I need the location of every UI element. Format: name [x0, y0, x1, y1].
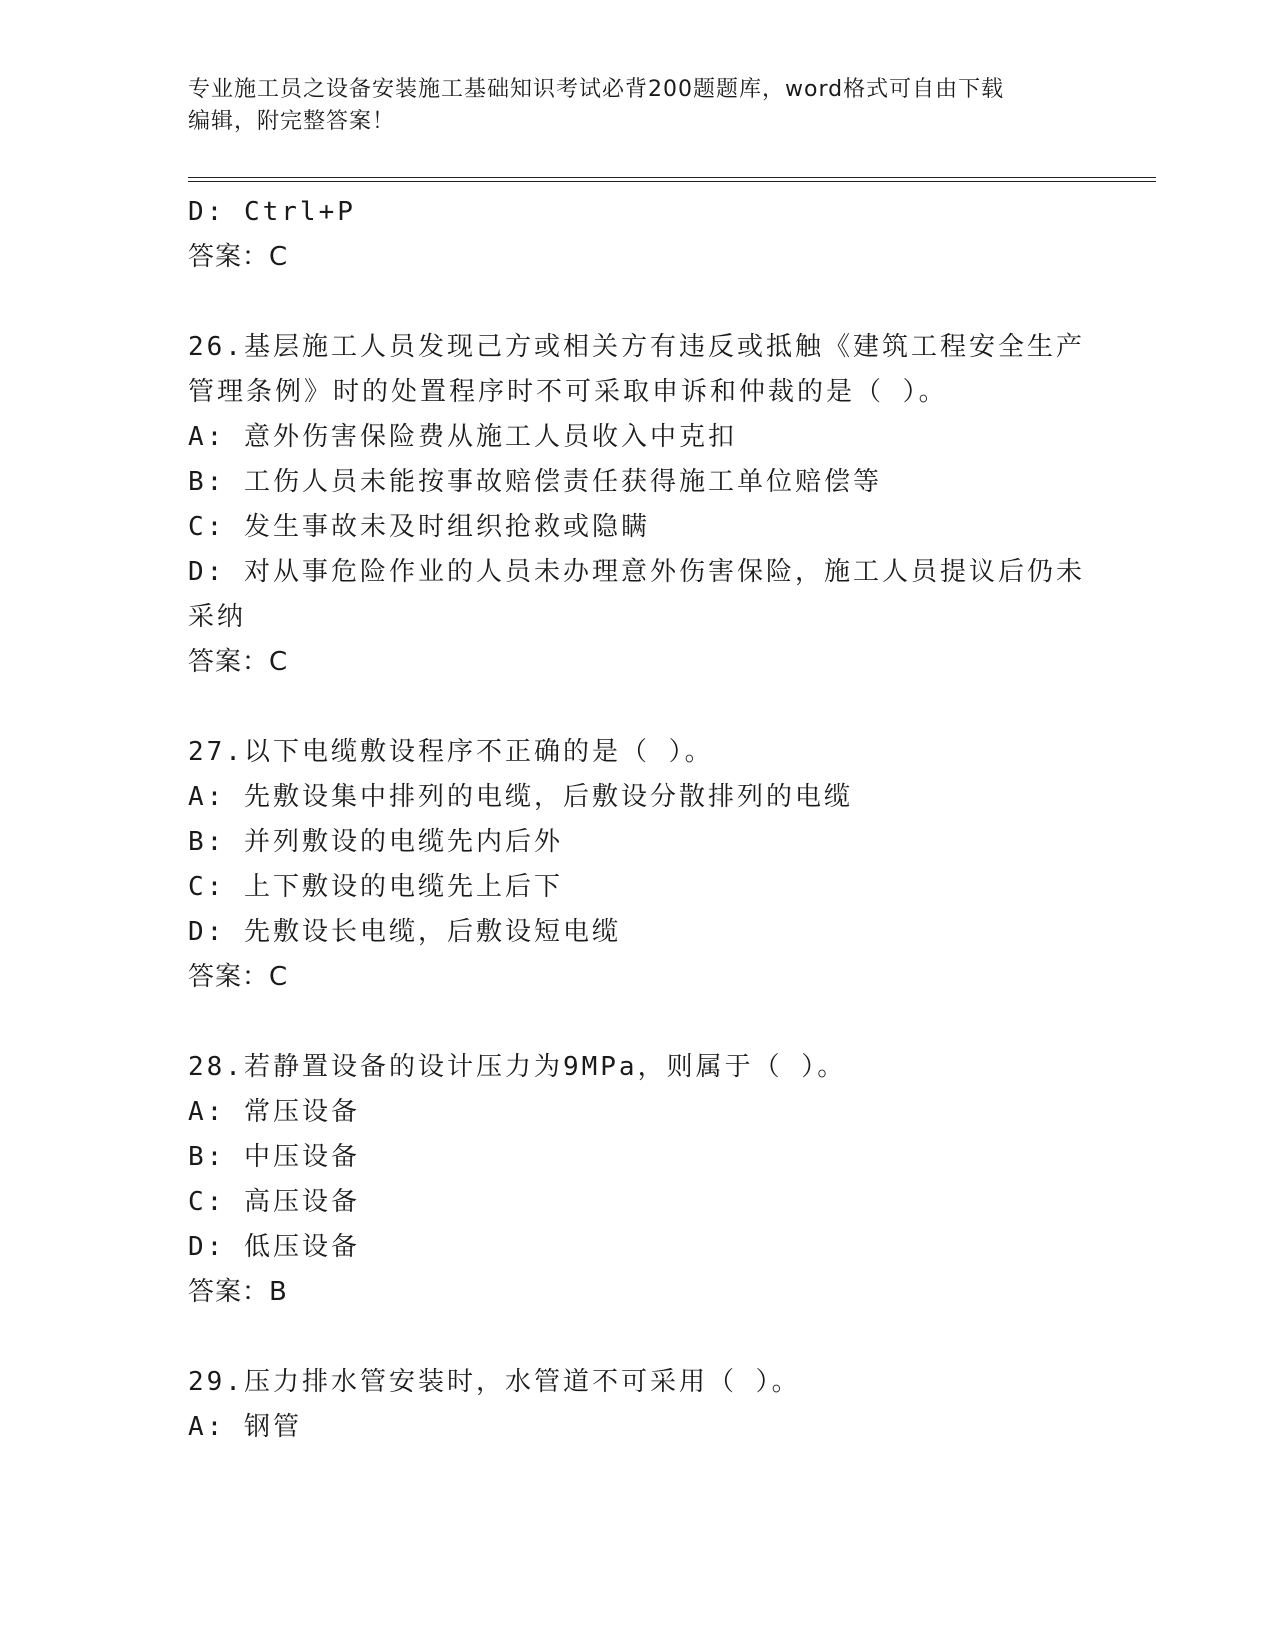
option-b: B: 中压设备 [188, 1142, 360, 1172]
header-divider [188, 177, 1156, 182]
option-c: C: 上下敷设的电缆先上后下 [188, 872, 563, 902]
answer: 答案：C [188, 647, 289, 677]
option-c: C: 高压设备 [188, 1187, 360, 1217]
spacer [188, 1000, 1088, 1045]
option-d: D: 先敷设长电缆，后敷设短电缆 [188, 917, 621, 947]
option-a: A: 意外伤害保险费从施工人员收入中克扣 [188, 422, 737, 452]
option-a: A: 先敷设集中排列的电缆，后敷设分散排列的电缆 [188, 782, 853, 812]
question-25-tail [188, 190, 1088, 280]
option-b: B: 工伤人员未能按事故赔偿责任获得施工单位赔偿等 [188, 467, 882, 497]
document-body [188, 190, 1088, 1450]
page-header [188, 74, 1088, 138]
spacer [188, 685, 1088, 730]
spacer [188, 280, 1088, 325]
question-stem-continued: 管理条例》时的处置程序时不可采取申诉和仲裁的是（ ）。 [188, 377, 948, 407]
option-d: D: Ctrl+P [188, 197, 356, 227]
header-line-2: 编辑，附完整答案！ [188, 109, 396, 134]
option-d: D: 低压设备 [188, 1232, 360, 1262]
question-27 [188, 730, 1088, 1000]
question-stem: 27.以下电缆敷设程序不正确的是（ ）。 [188, 737, 714, 767]
answer: 答案：C [188, 242, 289, 272]
question-stem: 26.基层施工人员发现己方或相关方有违反或抵触《建筑工程安全生产 [188, 332, 1085, 362]
question-29 [188, 1360, 1088, 1450]
option-a: A: 常压设备 [188, 1097, 360, 1127]
question-stem: 28.若静置设备的设计压力为9MPa，则属于（ ）。 [188, 1052, 847, 1082]
answer: 答案：C [188, 962, 289, 992]
option-d: D: 对从事危险作业的人员未办理意外伤害保险，施工人员提议后仍未 [188, 557, 1085, 587]
header-line-1: 专业施工员之设备安装施工基础知识考试必背200题题库，word格式可自由下载 [188, 77, 1005, 102]
option-d-continued: 采纳 [188, 602, 247, 632]
answer: 答案：B [188, 1277, 288, 1307]
question-26 [188, 325, 1088, 685]
option-b: B: 并列敷设的电缆先内后外 [188, 827, 563, 857]
option-c: C: 发生事故未及时组织抢救或隐瞒 [188, 512, 650, 542]
question-stem: 29.压力排水管安装时，水管道不可采用（ ）。 [188, 1367, 801, 1397]
option-a: A: 钢管 [188, 1412, 302, 1442]
spacer [188, 1315, 1088, 1360]
question-28 [188, 1045, 1088, 1315]
